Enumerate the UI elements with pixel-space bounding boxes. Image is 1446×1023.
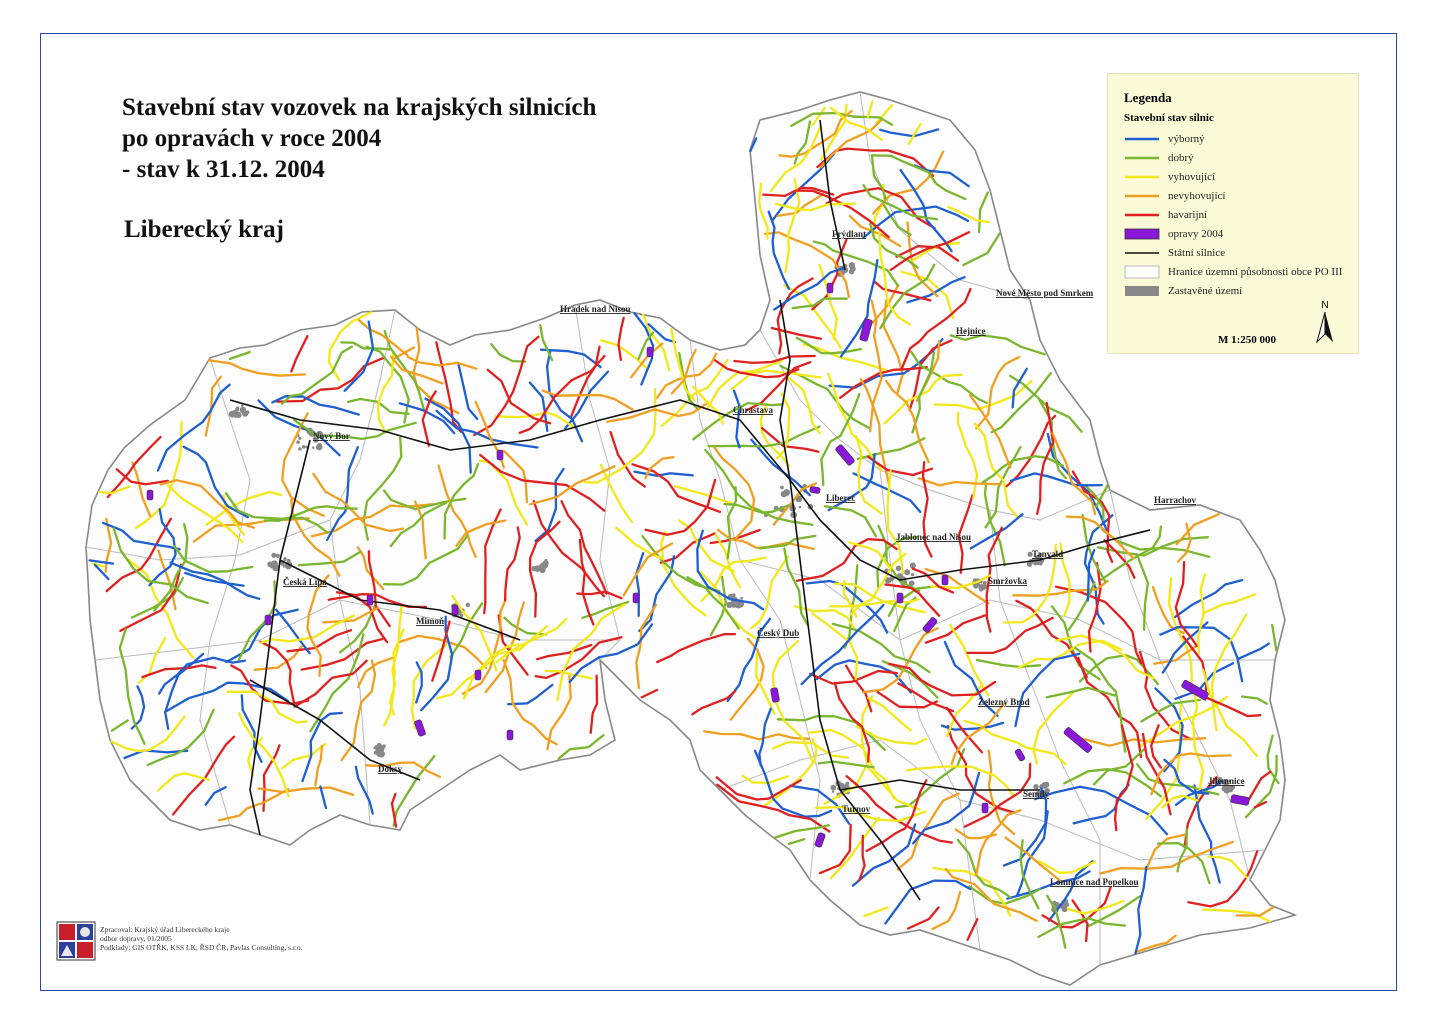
town-label: Smržovka (988, 576, 1027, 586)
urban-patch (780, 486, 784, 490)
legend-label: vyhovující (1168, 171, 1216, 183)
title-line-1: Stavební stav vozovek na krajských silnicích (122, 94, 597, 121)
urban-patch (296, 440, 300, 444)
urban-patch (235, 408, 239, 412)
repair-segment (497, 450, 503, 460)
urban-patch (973, 583, 978, 588)
town-label: Nový Bor (313, 431, 350, 441)
urban-patch (298, 447, 301, 450)
legend-label: nevyhovující (1168, 190, 1226, 202)
urban-patch (1042, 784, 1045, 787)
urban-patch (799, 506, 802, 509)
legend-symbol (1124, 284, 1160, 298)
town-label: Semily (1023, 789, 1049, 799)
legend-title: Legenda (1124, 90, 1172, 105)
urban-patch (380, 745, 384, 749)
urban-patch (373, 747, 376, 750)
urban-patch (735, 602, 741, 608)
legend-symbol (1124, 189, 1160, 203)
town-label: Český Dub (757, 628, 800, 638)
town-label: Železný Brod (978, 697, 1030, 707)
urban-patch (246, 410, 250, 414)
repair-segment (367, 595, 373, 605)
urban-patch (283, 557, 286, 560)
urban-patch (904, 569, 910, 575)
map-title (122, 92, 596, 185)
legend-symbol (1124, 132, 1160, 146)
legend-label: opravy 2004 (1168, 228, 1224, 240)
legend-item (1124, 227, 1354, 245)
town-label: Harrachov (1154, 495, 1196, 505)
repair-segment (982, 803, 988, 813)
repair-segment (265, 615, 271, 625)
repair-segment (507, 730, 513, 740)
urban-patch (783, 489, 790, 496)
legend-label: Zastavěné území (1168, 285, 1243, 297)
urban-patch (911, 573, 914, 576)
urban-patch (543, 563, 548, 568)
town-label: Jilemnice (1208, 776, 1245, 786)
legend-label: výborný (1168, 133, 1205, 145)
title-line-2: po opravách v roce 2004 (122, 125, 382, 152)
urban-patch (302, 445, 306, 449)
repair-segment (147, 490, 153, 500)
north-arrow-icon (1313, 298, 1337, 346)
urban-patch (233, 411, 240, 418)
repair-segment (647, 347, 653, 357)
credits-line-2: odbor dopravy, 01/2005 (100, 934, 172, 943)
urban-patch (830, 785, 836, 791)
legend-symbol (1124, 208, 1160, 222)
credits-line-3: Podklady: GIS OTŘK, KSS LK, ŘSD ČR, Pavlas Consulting, s.r.o. (100, 943, 303, 952)
legend-item (1124, 170, 1354, 188)
urban-patch (726, 602, 732, 608)
legend-symbol (1124, 265, 1160, 279)
urban-patch (532, 566, 538, 572)
urban-patch (979, 588, 983, 592)
repair-segment (452, 605, 458, 615)
urban-patch (276, 554, 280, 558)
urban-patch (1064, 902, 1069, 907)
town-label: Turnov (842, 804, 871, 814)
town-label: Hejnice (956, 326, 986, 336)
legend-label: Hranice územní působnosti obce PO III (1168, 266, 1343, 278)
urban-patch (832, 791, 834, 793)
legend-label: dobrý (1168, 152, 1194, 164)
north-label: N (1321, 300, 1329, 311)
town-label: Tanvald (1032, 549, 1064, 559)
urban-patch (845, 784, 848, 787)
legend-item (1124, 132, 1354, 150)
legend-item (1124, 265, 1354, 283)
legend-item (1124, 208, 1354, 226)
legend-item (1124, 189, 1354, 207)
town-label: Doksy (378, 764, 403, 774)
urban-patch (312, 446, 315, 449)
urban-patch (298, 437, 301, 440)
region-coat-of-arms-icon (56, 921, 96, 961)
urban-patch (318, 443, 322, 447)
town-label: Hrádek nad Nisou (560, 304, 631, 314)
urban-patch (466, 603, 470, 607)
legend-symbol (1124, 246, 1160, 260)
repair-segment (942, 575, 948, 585)
urban-patch (896, 566, 902, 572)
map-credits (100, 925, 303, 952)
town-label: Nové Město pod Smrkem (996, 288, 1094, 298)
town-label: Česká Lípa (283, 577, 327, 587)
repair-segment (475, 670, 481, 680)
credits-line-1: Zpracoval: Krajský úřad Libereckého kraje (100, 925, 230, 934)
legend-label: Státní silnice (1168, 247, 1226, 259)
town-label: Jablonec nad Nisou (896, 532, 972, 542)
region-name: Liberecký kraj (124, 216, 284, 243)
town-label: Chrastava (733, 405, 773, 415)
legend-symbol (1124, 151, 1160, 165)
title-line-3: - stav k 31.12. 2004 (122, 156, 325, 183)
legend-item (1124, 246, 1354, 264)
urban-patch (983, 581, 987, 585)
repair-segment (897, 593, 903, 603)
urban-patch (849, 262, 855, 268)
legend-symbol (1124, 227, 1160, 241)
town-label: Liberec (826, 493, 856, 503)
town-label: Frýdlant (832, 229, 867, 239)
repair-segment (633, 593, 639, 603)
repair-segment (827, 283, 833, 293)
map-scale: M 1:250 000 (1218, 334, 1277, 346)
legend-label: havarijní (1168, 209, 1208, 221)
legend-item (1124, 151, 1354, 169)
urban-patch (740, 597, 743, 600)
legend-symbol (1124, 170, 1160, 184)
urban-patch (286, 559, 290, 563)
legend-subtitle: Stavební stav silnic (1124, 112, 1214, 124)
town-label: Mimoň (416, 616, 444, 626)
urban-patch (374, 751, 378, 755)
town-label: Lomnice nad Popelkou (1050, 877, 1139, 887)
